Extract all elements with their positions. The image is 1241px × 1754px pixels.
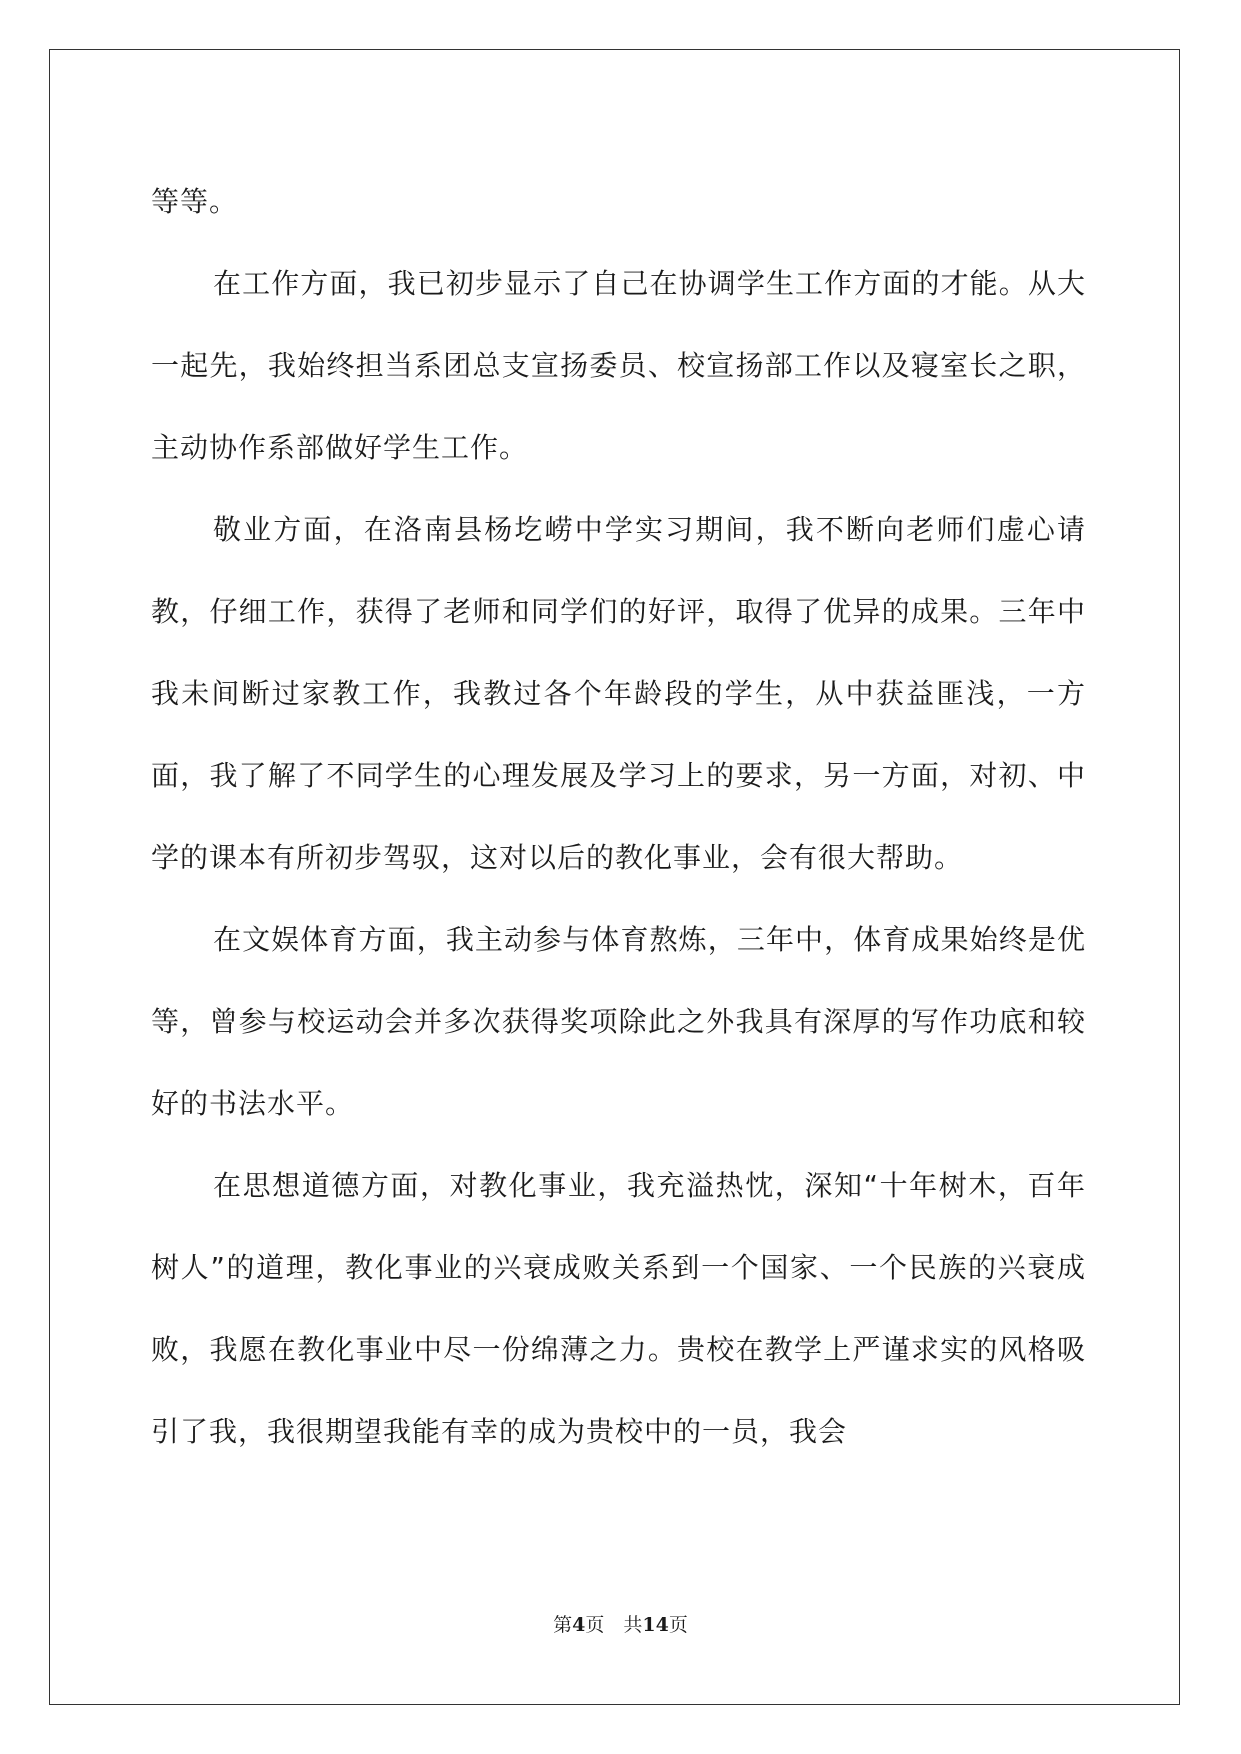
total-page-number: 14 bbox=[642, 1614, 669, 1636]
document-body bbox=[151, 161, 1086, 1473]
paragraph: 敬业方面，在洛南县杨圪崂中学实习期间，我不断向老师们虚心请教，仔细工作，获得了老师和同学们的好评，取得了优异的成果。三年中我未间断过家教工作，我教过各个年龄段的学生，从中获益匪浅，一方面，我了解了不同学生的心理发展及学习上的要求，另一方面，对初、中学的课本有所初步驾驭，这对以后的教化事业，会有很大帮助。 bbox=[151, 513, 1086, 874]
footer-page-unit: 页 bbox=[585, 1614, 605, 1636]
page-footer bbox=[0, 1610, 1241, 1637]
paragraph: 在工作方面，我已初步显示了自己在协调学生工作方面的才能。从大一起先，我始终担当系团总支宣扬委员、校宣扬部工作以及寝室长之职，主动协作系部做好学生工作。 bbox=[151, 267, 1086, 464]
paragraph: 等等。 bbox=[151, 185, 239, 218]
footer-prefix: 第 bbox=[553, 1614, 573, 1636]
current-page-number: 4 bbox=[572, 1614, 586, 1636]
paragraph: 在思想道德方面，对教化事业，我充溢热忱，深知“十年树木，百年树人”的道理，教化事业的兴衰成败关系到一个国家、一个民族的兴衰成败，我愿在教化事业中尽一份绵薄之力。贵校在教学上严谨求实的风格吸引了我，我很期望我能有幸的成为贵校中的一员，我会 bbox=[151, 1169, 1086, 1448]
paragraph: 在文娱体育方面，我主动参与体育熬炼，三年中，体育成果始终是优等，曾参与校运动会并多次获得奖项除此之外我具有深厚的写作功底和较好的书法水平。 bbox=[151, 923, 1086, 1120]
footer-total-unit: 页 bbox=[668, 1614, 688, 1636]
footer-total-prefix: 共 bbox=[623, 1614, 643, 1636]
